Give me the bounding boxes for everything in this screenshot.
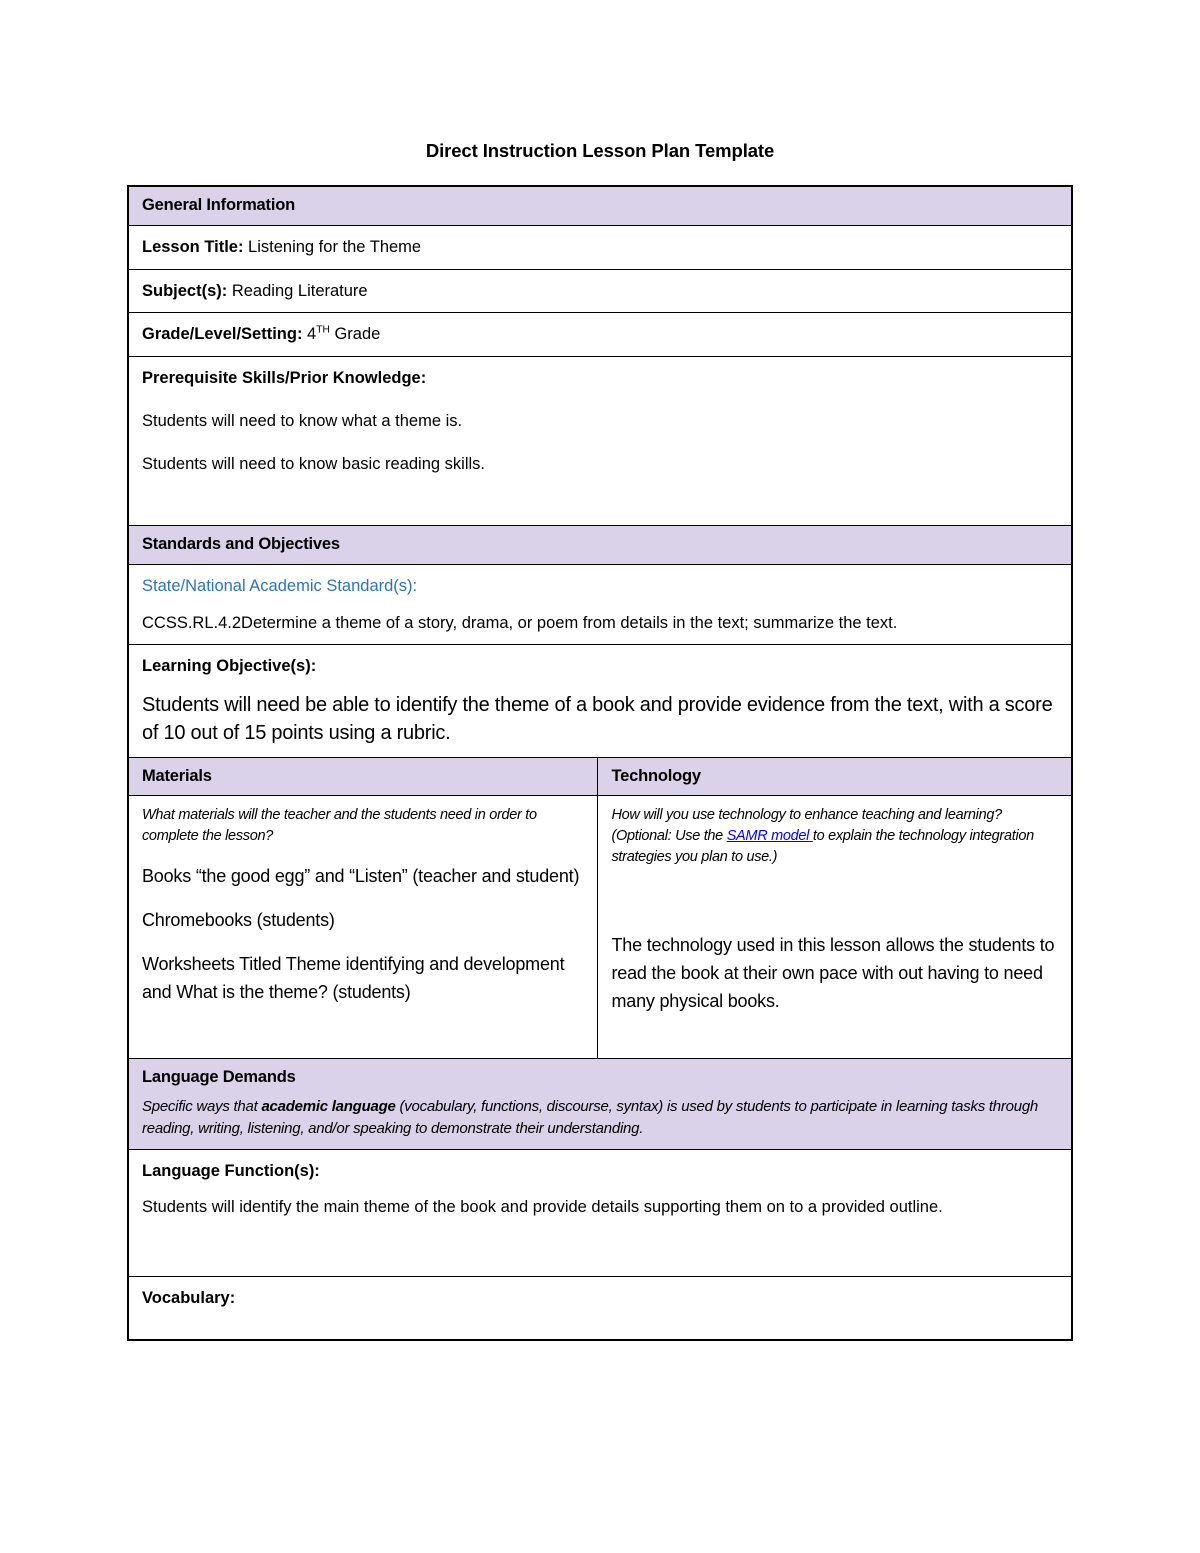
materials-body-3: Worksheets Titled Theme identifying and development and What is the theme? (students) <box>141 954 565 1003</box>
grade-level-setting-label: Grade/Level/Setting: <box>141 325 303 344</box>
table-row-language-demands-header <box>128 1059 1072 1149</box>
academic-standard-value: CCSS.RL.4.2Determine a theme of a story, drama, or poem from details in the text; summarize the text. <box>141 613 898 632</box>
prerequisite-skills-line-1: Students will need to know what a theme is. <box>141 411 463 430</box>
table-row-vocabulary <box>128 1276 1072 1340</box>
materials-cell <box>128 796 598 1059</box>
materials-hint: What materials will the teacher and the students need in order to complete the lesson? <box>141 807 537 845</box>
language-function-cell <box>128 1149 1072 1276</box>
prerequisite-skills-cell <box>128 357 1072 526</box>
grade-word: Grade <box>334 325 381 344</box>
page-title: Direct Instruction Lesson Plan Template <box>425 140 775 161</box>
section-header-label: Technology <box>611 766 701 785</box>
grade-level-setting-value <box>307 325 380 343</box>
table-row-general-information-header <box>128 186 1072 225</box>
section-header-technology <box>598 757 1072 796</box>
table-row-standards-objectives-header <box>128 526 1072 565</box>
language-function-label: Language Function(s): <box>141 1161 320 1180</box>
learning-objective-cell <box>128 645 1072 758</box>
lesson-title-label: Lesson Title: <box>141 237 244 256</box>
vocabulary-label: Vocabulary: <box>141 1288 236 1307</box>
subject-cell <box>128 269 1072 313</box>
grade-level-setting-cell <box>128 313 1072 357</box>
section-header-label: Materials <box>141 766 212 785</box>
lesson-plan-table <box>127 185 1073 1340</box>
table-row-subject <box>128 269 1072 313</box>
section-header-materials <box>128 757 598 796</box>
section-header-language-demands <box>128 1059 1072 1149</box>
table-row-academic-standard <box>128 564 1072 645</box>
learning-objective-value: Students will need be able to identify the theme of a book and provide evidence from the text, with a score of 10 out of 15 points using a rubric. <box>141 694 1053 745</box>
prerequisite-skills-label: Prerequisite Skills/Prior Knowledge: <box>141 369 427 388</box>
grade-number: 4 <box>307 325 317 344</box>
materials-body-2: Chromebooks (students) <box>141 910 335 931</box>
table-row-grade-level-setting <box>128 313 1072 357</box>
language-demands-hint <box>142 1096 1059 1140</box>
subject-label: Subject(s): <box>141 281 228 300</box>
academic-standard-cell <box>128 564 1072 645</box>
technology-hint <box>611 805 1059 868</box>
technology-body: The technology used in this lesson allows the students to read the book at their own pace with out having to need many physical books. <box>611 935 1055 1012</box>
language-function-value: Students will identify the main theme of the book and provide details supporting them on to a provided outline. <box>141 1198 943 1217</box>
subject-value: Reading Literature <box>231 281 368 300</box>
samr-model-link[interactable]: SAMR model <box>726 828 813 845</box>
spacer <box>142 1183 1059 1195</box>
section-header-label: Standards and Objectives <box>141 535 340 554</box>
table-row-materials-technology-headers <box>128 757 1072 796</box>
lesson-title-cell <box>128 225 1072 269</box>
section-header-standards-and-objectives <box>128 526 1072 565</box>
technology-cell <box>598 796 1072 1059</box>
table-row-lesson-title <box>128 225 1072 269</box>
lesson-title-value: Listening for the Theme <box>248 237 422 256</box>
section-header-general-information <box>128 186 1072 225</box>
table-row-prerequisite-skills <box>128 357 1072 526</box>
table-row-learning-objective <box>128 645 1072 758</box>
prerequisite-skills-line-2: Students will need to know basic reading skills. <box>141 454 485 473</box>
language-demands-hint-prefix: Specific ways that <box>141 1098 262 1116</box>
spacer <box>142 599 1059 611</box>
table-row-materials-technology-content <box>128 796 1072 1059</box>
technology-hint-prefix: How will you use technology to enhance teaching and learning? (Optional: Use the <box>611 807 1002 845</box>
vocabulary-cell <box>128 1276 1072 1340</box>
language-demands-hint-emphasis: academic language <box>261 1098 396 1116</box>
grade-ordinal-suffix: TH <box>316 324 330 336</box>
section-header-label: General Information <box>141 196 295 215</box>
table-row-language-function <box>128 1149 1072 1276</box>
language-demands-hint-suffix: (vocabulary, functions, discourse, syntax) is used by students to participate in learning tasks through reading, writing, listening, and/or speaking to demonstrate their understanding. <box>141 1098 1039 1137</box>
academic-standard-label: State/National Academic Standard(s): <box>141 576 418 595</box>
materials-body-1: Books “the good egg” and “Listen” (teacher and student) <box>141 866 580 887</box>
technology-hint-suffix: to explain the technology integration strategies you plan to use.) <box>611 828 1034 866</box>
section-header-label: Language Demands <box>141 1068 296 1087</box>
learning-objective-label: Learning Objective(s): <box>141 657 317 676</box>
